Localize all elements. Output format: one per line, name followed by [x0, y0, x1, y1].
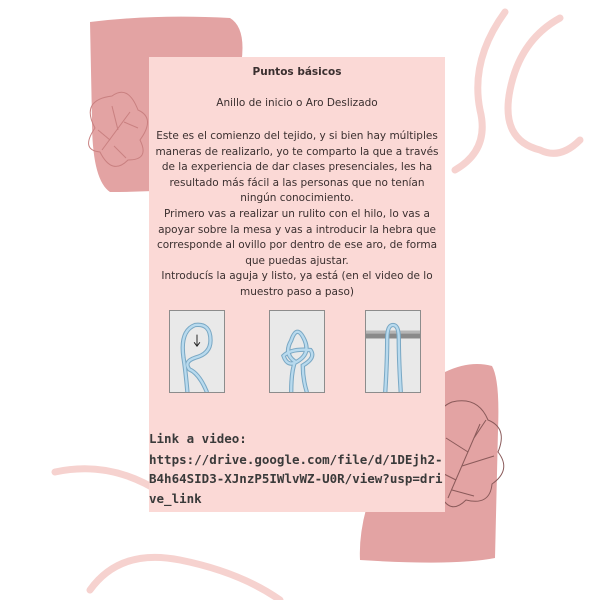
video-link-url[interactable]: https://drive.google.com/file/d/1DEjh2-B4h64SID3-XJnzP5IWlvWZ-U0R/view?usp=drive_link [149, 452, 443, 506]
instructions-text [155, 129, 439, 301]
slip-knot-step-3-illustration [365, 310, 421, 393]
paragraph-step-1: Primero vas a realizar un rulito con el hilo, lo vas a apoyar sobre la mesa y vas a introducir la hebra que corresponde al ovillo por dentro de ese aro, de forma que puedas ajustar. [156, 207, 438, 267]
slip-knot-step-3-icon [366, 311, 420, 392]
swirl-lines-top-icon [455, 12, 580, 170]
slip-knot-step-2-icon [270, 311, 324, 392]
paragraph-step-2: Introducís la aguja y listo, ya está (en el video de lo muestro paso a paso) [161, 270, 433, 298]
slip-knot-step-1-illustration [169, 310, 225, 393]
tutorial-card [149, 57, 445, 512]
section-subtitle: Anillo de inicio o Aro Deslizado [216, 97, 378, 109]
page-title: Puntos básicos [252, 66, 342, 78]
video-link-label: Link a video: [149, 431, 247, 446]
slip-knot-step-1-icon [170, 311, 224, 392]
slip-knot-step-2-illustration [269, 310, 325, 393]
paragraph-intro: Este es el comienzo del tejido, y si bien hay múltiples maneras de realizarlo, yo te comparto la que a través de la experiencia de dar clases presenciales, les ha resultado más fácil a las personas que no tenían ningún conocimiento. [155, 130, 439, 205]
